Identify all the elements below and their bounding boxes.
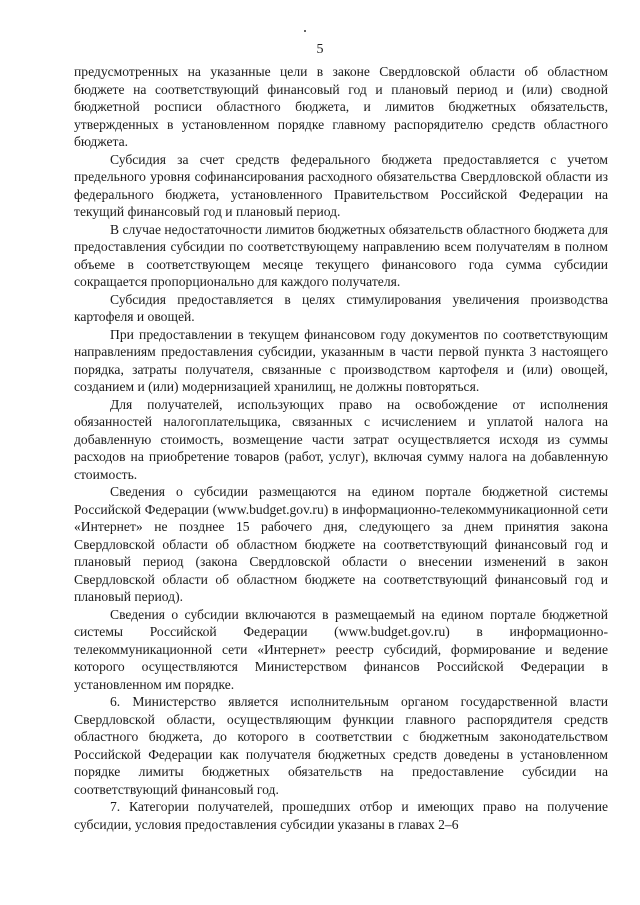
paragraph-limits-shortage: В случае недостаточности лимитов бюджетных обязательств областного бюджета для предоставления субсидии по соответствующему направлению всем получателям в полном объеме в соответствующем месяце текущего финансового года сумма субсидии сокращается пропорционально для каждого получателя. (74, 221, 609, 289)
paragraph-subsidy-registry: Сведения о субсидии включаются в размещаемый на едином портале бюджетной системы Российской Федерации (www.budget.gov.ru) в информационно-телекоммуникационной сети «Интернет» реестр субсидий, формирование и ведение которого осуществляются Министерством финансов Российской Федерации в установленном им порядке. (74, 606, 608, 692)
document-body (74, 63, 608, 833)
paragraph-continuation: предусмотренных на указанные цели в законе Свердловской области об областном бюджете на соответствующий финансовый год и плановый период и (или) сводной бюджетной росписи областного бюджета, и лимитов бюджетных обязательств, утвержденных в установленном порядке главному распорядителю средств областного бюджета. (74, 64, 608, 149)
paragraph-item-7: 7. Категории получателей, прошедших отбор и имеющих право на получение субсидии, условия предоставления субсидии указаны в главах 2–6 (74, 799, 608, 832)
paragraph-no-repeat-costs: При предоставлении в текущем финансовом году документов по соответствующим направлениям предоставления субсидии, указанным в части первой пункта 3 настоящего порядка, затраты получателя, связанные с производством картофеля и (или) овощей, созданием и (или) модернизацией хранилищ, не должны повторяться. (74, 326, 608, 394)
paragraph-subsidy-purpose: Субсидия предоставляется в целях стимулирования увеличения производства картофеля и овощей. (74, 291, 608, 324)
paragraph-item-6: 6. Министерство является исполнительным органом государственной власти Свердловской области, осуществляющим функции главного распорядителя средств областного бюджета, до которого в соответствии с бюджетным законодательством Российской Федерации как получателя бюджетных средств доведены в установленном порядке лимиты бюджетных обязательств на предоставление субсидии на соответствующий финансовый год. (74, 694, 608, 797)
page-number: 5 (316, 42, 324, 57)
paragraph-portal-publication: Сведения о субсидии размещаются на едином портале бюджетной системы Российской Федерации (www.budget.gov.ru) в информационно-телекоммуникационной сети «Интернет» не позднее 15 рабочего дня, следующего за днем принятия закона Свердловской области об областном бюджете на соответствующий финансовый год и плановый период (закона Свердловской области о внесении изменений в закон Свердловской области об областном бюджете на соответствующий финансовый год и плановый период). (74, 484, 608, 604)
paragraph-vat-exemption: Для получателей, использующих право на освобождение от исполнения обязанностей налогоплательщика, связанных с исчислением и уплатой налога на добавленную стоимость, возмещение части затрат осуществляется исходя из суммы расходов на приобретение товаров (работ, услуг), включая сумму налога на добавленную стоимость. (74, 396, 608, 482)
paragraph-federal-subsidy: Субсидия за счет средств федерального бюджета предоставляется с учетом предельного уровня софинансирования расходного обязательства Свердловской области из федерального бюджета, установленного Правительством Российской Федерации на текущий финансовый год и плановый период. (74, 151, 608, 219)
scan-dot (304, 30, 306, 32)
